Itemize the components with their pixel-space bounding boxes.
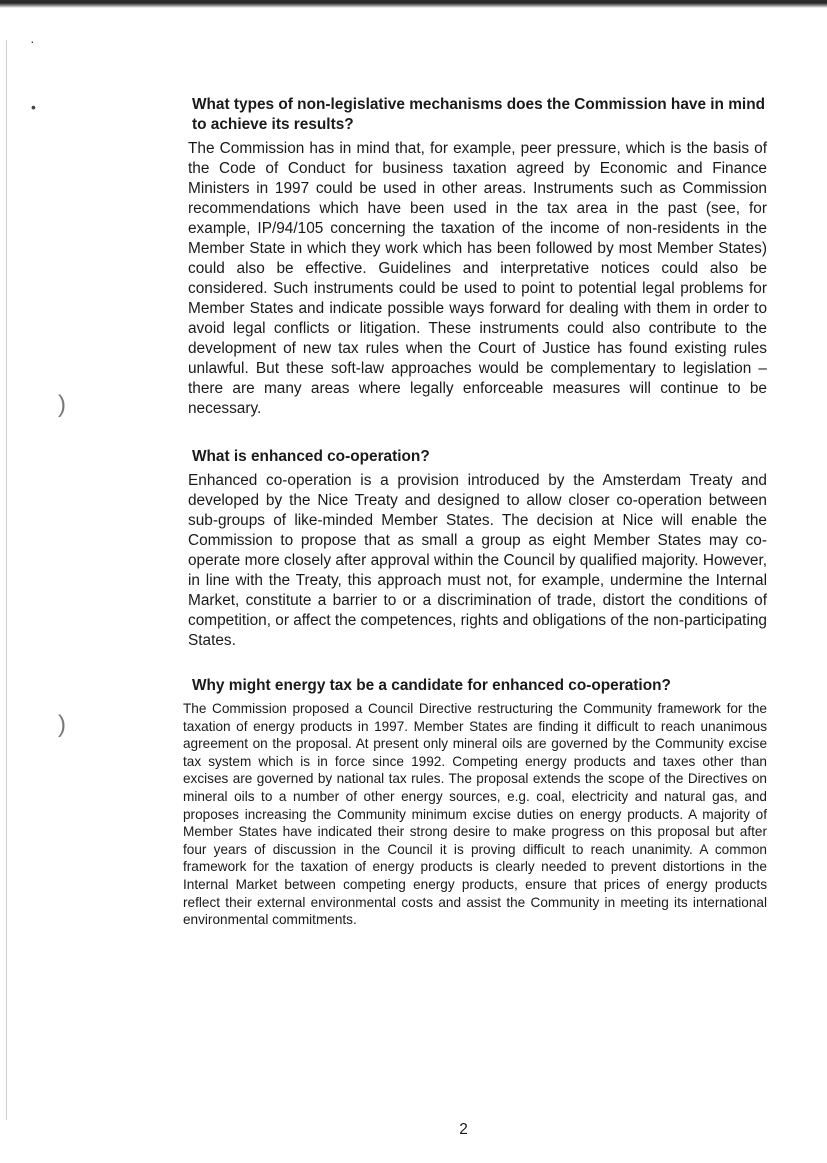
scan-left-edge bbox=[6, 40, 7, 1120]
section-question: What is enhanced co-operation? bbox=[192, 448, 430, 465]
section-question: Why might energy tax be a candidate for enhanced co-operation? bbox=[192, 677, 671, 694]
scan-speck: · bbox=[30, 33, 35, 49]
section-answer: Enhanced co-operation is a provision introduced by the Amsterdam Treaty and developed by the Nice Treaty and designed to allow closer co-operation between sub-groups of like-minded Member States. The decision at Nice will enable the Commission to propose that as small a group as eight Member States may co-operate more closely after approval within the Council by qualified majority. However, in line with the Treaty, this approach must not, for example, undermine the Internal Market, constitute a barrier to or a discrimination of trade, distort the conditions of competition, or affect the competences, rights and obligations of the non-participating States. bbox=[188, 472, 767, 649]
scan-bracket-mark: ) bbox=[58, 711, 66, 738]
scan-top-border bbox=[0, 0, 827, 8]
section-answer: The Commission has in mind that, for example, peer pressure, which is the basis of the Code of Conduct for business taxation agreed by Economic and Finance Ministers in 1997 could be used in other areas. Instruments such as Commission recommendations which have been used in the tax area in the past (see, for example, IP/94/105 concerning the taxation of the income of non-residents in the Member State in which they work which has been followed by most Member States) could also be effective. Guidelines and interpretative notices could also be considered. Such instruments could be used to point to potential legal problems for Member States and indicate possible ways forward for dealing with them in order to avoid legal conflicts or litigation. These instruments could also contribute to the development of new tax rules when the Court of Justice has found existing rules unlawful. But these soft-law approaches would be complementary to legislation – there are many areas where legally enforceable measures will continue to be necessary. bbox=[188, 140, 767, 417]
document-body bbox=[183, 95, 767, 929]
section-answer: The Commission proposed a Council Directive restructuring the Community framework for the taxation of energy products in 1997. Member States are finding it difficult to reach unanimous agreement on the proposal. At present only mineral oils are governed by the Community excise tax system which is in force since 1992. Competing energy products and taxes other than excises are governed by national tax rules. The proposal extends the scope of the Directives on mineral oils to a number of other energy sources, e.g. coal, electricity and natural gas, and proposes increasing the Community minimum excise duties on energy products. A majority of Member States have indicated their strong desire to make progress on this proposal but after four years of discussion in the Council it is proving difficult to reach unanimity. A common framework for the taxation of energy products is clearly needed to prevent distortions in the Internal Market between competing energy products, ensure that prices of energy products reflect their external environmental costs and assist the Community in meeting its international environmental commitments. bbox=[183, 701, 767, 928]
scan-bracket-mark: ) bbox=[58, 391, 66, 418]
section-question: What types of non-legislative mechanisms does the Commission have in mind to achieve its results? bbox=[192, 96, 765, 133]
scan-speck: • bbox=[31, 99, 36, 115]
page-number: 2 bbox=[459, 1121, 468, 1138]
